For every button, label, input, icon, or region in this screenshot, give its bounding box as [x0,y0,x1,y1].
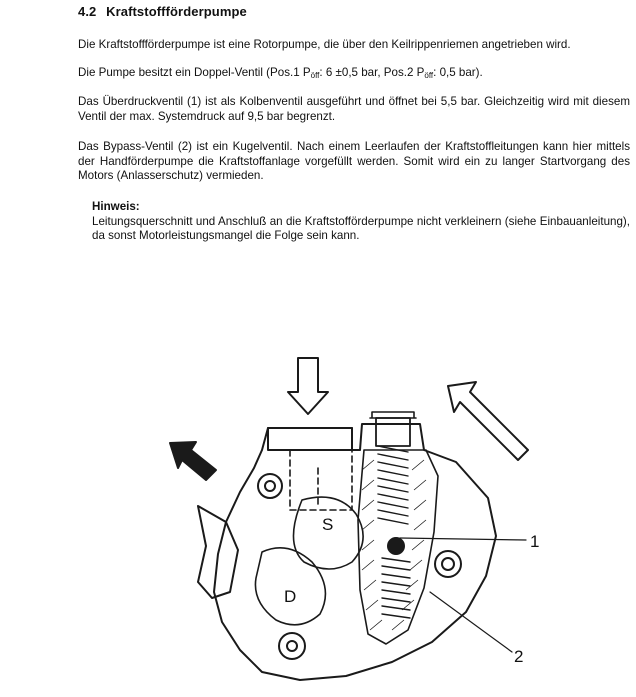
outlet-arrow-icon [170,442,216,480]
inlet-arrow-icon [288,358,328,414]
bypass-spring [382,558,410,618]
pressure-subscript-1: öff [310,71,320,80]
bypass-ball [388,538,404,554]
bolt-hole-right [435,551,461,577]
bolt-hole-top-left-inner [265,481,275,491]
double-valve-text-a: Die Pumpe besitzt ein Doppel-Ventil (Pos.1 P [78,66,311,79]
overpressure-piston [376,418,410,446]
paragraph-overpressure-valve: Das Überdruckventil (1) ist als Kolbenventil ausgeführt und öffnet bei 5,5 bar. Gleichzeitig wird mit diesem Ventil der max. Systemdruck auf 9,5 bar begrenzt. [78,95,630,123]
section-heading [78,4,247,19]
bolt-hole-top-left [258,474,282,498]
callout-1-label: 1 [530,532,540,551]
bolt-hole-right-inner [442,558,454,570]
section-title: Kraftstoffförderpumpe [106,4,247,19]
callout-2-label: 2 [514,647,524,666]
fuel-pump-diagram [0,300,636,697]
callout-1-leader [400,538,526,540]
note-title: Hinweis: [92,200,140,213]
rotation-arrow-icon [448,382,528,460]
note-box [92,200,630,244]
inner-passage [290,450,352,510]
suction-port-label: S [322,515,334,534]
note-text: Leitungsquerschnitt und Anschluß an die Kraftstofförderpumpe nicht verkleinern (siehe Einbauanleitung), da sonst Motorleistungsmangel die Folge sein kann. [92,214,630,243]
overpressure-spring [378,446,408,524]
paragraph-bypass-valve: Das Bypass-Ventil (2) ist ein Kugelventil. Nach einem Leerlaufen der Kraftstoffleitungen kann hier mittels der Handförderpumpe die Kraftstoffanlage vorgefüllt werden. Somit wird ein zu langer Startvorgang des Motors (Anlasserschutz) vermieden. [78,140,630,183]
delivery-port-label: D [284,587,297,606]
paragraph-double-valve [78,66,630,81]
double-valve-text-b: : 6 ±0,5 bar, Pos.2 P [319,66,425,79]
bolt-hole-bottom [279,633,305,659]
bolt-hole-bottom-inner [287,641,297,651]
pressure-subscript-2: öff [424,71,434,80]
paragraph-pump-type: Die Kraftstoffförderpumpe ist eine Rotorpumpe, die über den Keilrippenriemen angetrieben wird. [78,38,571,51]
double-valve-text-c: : 0,5 bar). [433,66,483,79]
section-number: 4.2 [78,4,97,19]
inlet-neck [268,428,352,450]
